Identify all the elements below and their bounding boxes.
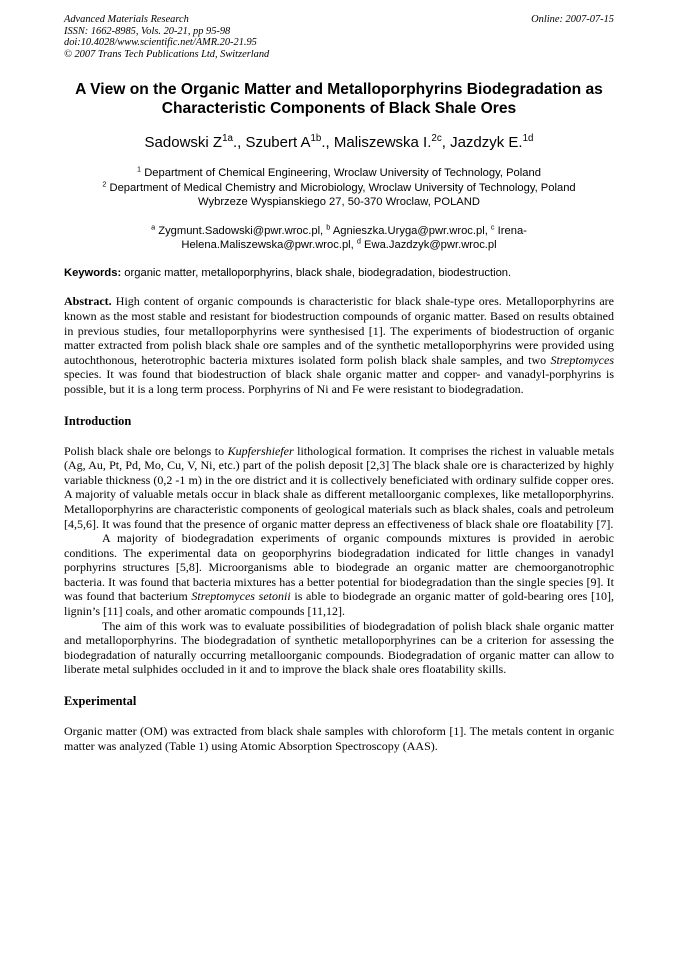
email-link[interactable]: Irena- bbox=[494, 224, 527, 237]
abstract-label: Abstract. bbox=[64, 294, 112, 309]
introduction-body bbox=[64, 444, 614, 678]
doi-line: doi:10.4028/www.scientific.net/AMR.20-21.95 bbox=[64, 37, 257, 49]
author-sup: 1a bbox=[222, 133, 233, 145]
abstract-italic: Streptomyces bbox=[550, 352, 614, 367]
paragraph-italic: Streptomyces setonii bbox=[191, 589, 291, 604]
abstract bbox=[64, 294, 614, 396]
paragraph-text: Polish black shale ore belongs to bbox=[64, 443, 228, 458]
affiliation-sup: 2 bbox=[102, 179, 107, 189]
paragraph-text: lithological formation. It comprises the richest in valuable metals (Ag, Au, Pt, Pd, Mo, Cu, V, Ni, etc.) part of the polish deposit [2,3] The black shale ore is characterized by highly variable thickness (0,2 -1 m) in the ore district and it is collectively beneficiated with ordinary sulfide copper ores. A majority of valuable metals occur in black shale as different metalloorganic complexes, like metalloporphyrins. Metalloporphyrins are characteristic components of geological materials such as black shales, coals and petroleum [4,5,6]. It was found that the presence of organic matter depress an effectiveness of black shale ore floatability [7]. bbox=[64, 443, 615, 531]
affiliation-sup: 1 bbox=[137, 164, 142, 174]
email-sup: d bbox=[356, 236, 361, 246]
affiliation-text: Department of Chemical Engineering, Wroclaw University of Technology, Poland bbox=[141, 167, 541, 180]
author-sep: , bbox=[441, 134, 451, 152]
journal-name: Advanced Materials Research bbox=[64, 14, 189, 25]
author-emails bbox=[64, 224, 614, 253]
email-sup: c bbox=[490, 222, 495, 232]
email-link[interactable]: Agnieszka.Uryga@pwr.wroc.pl, bbox=[330, 224, 491, 237]
paper-page bbox=[64, 14, 614, 753]
keywords-text: organic matter, metalloporphyrins, black shale, biodegradation, biodestruction. bbox=[121, 266, 512, 279]
paragraph bbox=[64, 531, 614, 619]
running-header bbox=[64, 14, 614, 60]
copyright-line: © 2007 Trans Tech Publications Ltd, Switzerland bbox=[64, 48, 270, 60]
keywords-label: Keywords: bbox=[64, 266, 122, 279]
author-name: Sadowski Z bbox=[144, 134, 223, 152]
paragraph-text: is able to biodegrade an organic matter of gold-bearing ores [10], lignin’s [11] coals, and other aromatic compounds [11,12]. bbox=[64, 589, 614, 619]
affiliation-text: Department of Medical Chemistry and Microbiology, Wroclaw University of Technology, Poland bbox=[106, 181, 576, 194]
author-sup: 1d bbox=[522, 133, 534, 145]
author-sup: 2c bbox=[431, 133, 442, 145]
author-name: Jazdzyk E. bbox=[450, 134, 523, 152]
email-link[interactable]: Ewa.Jazdzyk@pwr.wroc.pl bbox=[360, 239, 497, 252]
author-sep: ., bbox=[232, 134, 246, 152]
paragraph: Organic matter (OM) was extracted from black shale samples with chloroform [1]. The metals content in organic matter was analyzed (Table 1) using Atomic Absorption Spectroscopy (AAS). bbox=[64, 724, 614, 753]
section-heading-introduction: Introduction bbox=[64, 413, 132, 428]
email-line-2 bbox=[64, 238, 614, 253]
author-name: Maliszewska I. bbox=[333, 134, 432, 152]
author-name: Szubert A bbox=[245, 134, 311, 152]
title-line-2: Characteristic Components of Black Shale Ores bbox=[161, 100, 517, 118]
title-line-1: A View on the Organic Matter and Metalloporphyrins Biodegradation as bbox=[75, 81, 603, 99]
author-sup: 1b bbox=[310, 133, 322, 145]
abstract-text: species. It was found that biodestruction of black shale organic matter and copper- and vanadyl-porphyrins is possible, but it is a long term process. Porphyrins of Ni and Fe were resistant to biodegradation. bbox=[64, 367, 614, 396]
paper-title bbox=[64, 80, 614, 118]
author-sep: ., bbox=[321, 134, 334, 152]
section-heading-experimental: Experimental bbox=[64, 694, 137, 709]
affiliations bbox=[64, 166, 614, 210]
email-sup: a bbox=[151, 222, 156, 232]
paragraph bbox=[64, 444, 614, 532]
online-date: Online: 2007-07-15 bbox=[531, 14, 614, 25]
email-line-1 bbox=[64, 224, 614, 239]
affiliation-address: Wybrzeze Wyspianskiego 27, 50-370 Wroclaw, POLAND bbox=[198, 196, 480, 209]
experimental-body bbox=[64, 724, 614, 753]
keywords bbox=[64, 266, 614, 281]
email-sup: b bbox=[326, 222, 331, 232]
issn-line: ISSN: 1662-8985, Vols. 20-21, pp 95-98 bbox=[64, 25, 231, 37]
email-link[interactable]: Helena.Maliszewska@pwr.wroc.pl, bbox=[181, 239, 357, 252]
author-list bbox=[64, 134, 614, 152]
abstract-text: High content of organic compounds is characteristic for black shale-type ores. Metalloporphyrins are known as the most stable and resistant for biodestruction compounds of organic matter. Based on results obtained in previous studies, four metalloporphyrins were synthesised [1]. The experiments of biodestruction of organic matter extracted from polish black shale ore samples and of the synthetic metalloporphyrins were provided using autochthonous, heterotrophic bacteria mixtures isolated form polish black shale samples, and two bbox=[64, 294, 614, 367]
paragraph: The aim of this work was to evaluate possibilities of biodegradation of polish black shale organic matter and metalloporphyrins. The biodegradation of synthetic metalloporphyrines can be a criterion for assessing the biodegradation of naturally occurring metalloorganic compounds. Biodegradation of organic matter can allow to liberate metal sulphides occluded in it and to improve the black shale ores floatability skills. bbox=[64, 618, 614, 677]
paragraph-text: A majority of biodegradation experiments of organic compounds mixtures is provided in aerobic conditions. The experimental data on geoporphyrins biodegradation indicated for little changes in vanadyl porphyrins structures [5,8]. Microorganisms able to biodegrade an organic matter are chemoorganotrophic bacteria. It was found that bacteria mixtures has a better potential for biodegradation than the single species [9]. It was found that bacterium bbox=[64, 531, 614, 604]
affiliation-1 bbox=[64, 166, 614, 181]
email-link[interactable]: Zygmunt.Sadowski@pwr.wroc.pl, bbox=[155, 224, 327, 237]
affiliation-2 bbox=[64, 181, 614, 196]
paragraph-italic: Kupfershiefer bbox=[227, 443, 294, 458]
